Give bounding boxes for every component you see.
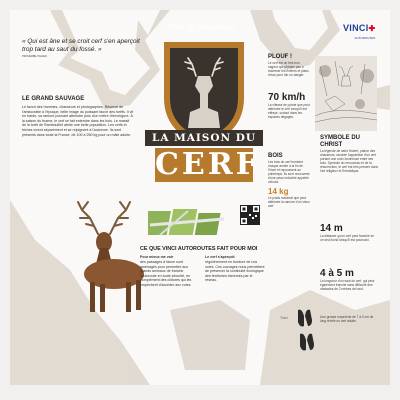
saint-hubert-engraving — [315, 56, 377, 131]
quote-text: « Qui est âne et se croit cerf s'en aperçoit trop tard au saut du fossé. » — [22, 38, 140, 53]
distance-value: 14 m — [320, 223, 343, 234]
grand-sauvage-body: Le favori des hommes, chasseurs et photographes. Réservé de l'aristocratie à l'époque, belle image du puissant fauve des forêts. Il vit en harde, sa ramure pouvant atteindre plus d'un mètre d'envergure. À la saison du brame, le cerf se fait entendre dans les bois. Le massif de la forêt de Rambouillet abrite une belle population. Les cerfs et biches vivent séparément et se rejoignent à l'automne. Ils sont présents dans toute la France, de 100 à 250 kg pour un mâle adulte. — [22, 105, 134, 137]
quote-block — [22, 38, 147, 59]
vinci-logo — [343, 18, 375, 40]
symbole-section — [320, 135, 378, 174]
title-line2: CERF — [155, 147, 260, 182]
bois-section — [268, 153, 312, 208]
vinci-section-heading: CE QUE VINCI AUTOROUTES FAIT POUR MOI — [140, 246, 258, 252]
plouf-section — [268, 54, 310, 77]
interchange-illustration — [148, 205, 226, 241]
vinci-star-icon: ✚ — [368, 24, 376, 33]
qr-code[interactable] — [240, 205, 260, 225]
brand-subtitle: AUTOROUTES — [354, 36, 376, 40]
title-line1: LA MAISON DU — [151, 132, 257, 144]
bois-weight: 14 kg — [268, 186, 289, 196]
symbole-body: La légende de saint Hubert, patron des chasseurs, raconte l'apparition d'un cerf portant une croix lumineuse entre ses bois. Symbole du renouveau et de la résurrection, le cerf est très présent dans l'art religieux et l'héraldique. — [320, 149, 378, 174]
plouf-body: Le cerf est un très bon nageur qui n'hésite pas à traverser les rivières et plans d'eau pour fuir un danger. — [268, 61, 309, 78]
vinci-col2-heading: Le cerf s'aperçoit — [205, 255, 235, 260]
plouf-heading: PLOUF ! — [268, 54, 292, 60]
distance-section — [320, 223, 378, 242]
grand-sauvage-section — [22, 96, 134, 137]
speed-body: La vitesse de pointe que peut atteindre le cerf lorsqu'il est effrayé, surtout dans les espaces dégagés. — [268, 103, 310, 120]
hoof-print-icon — [294, 306, 322, 356]
symbole-heading: SYMBOLE DU CHRIST — [320, 135, 361, 148]
vinci-col1-heading: Pour mieux me voir — [140, 255, 174, 260]
quote-author: PROVERBE ITALIEN — [22, 55, 47, 58]
saut-value: 4 à 5 m — [320, 268, 354, 279]
footprint-size: 7cm — [280, 315, 288, 320]
saut-section — [320, 268, 378, 291]
grand-sauvage-heading: LE GRAND SAUVAGE — [22, 96, 85, 102]
speed-section — [268, 92, 310, 119]
empreinte-section — [320, 315, 376, 323]
saut-body: La longueur d'un saut du cerf, qui peut également franchir sans difficulté des obstacles de 2 mètres de haut. — [320, 279, 375, 292]
bois-heading: BOIS — [268, 153, 283, 159]
distance-body: La distance qu'un cerf peut franchir en un seul bond lorsqu'il est poursuivi. — [320, 234, 375, 243]
vinci-col2-body: régulièrement en bordure de nos voies. Ces ouvrages nous permettent de préserver la continuité écologique des territoires traversés par le réseau. — [205, 260, 265, 283]
info-panel — [10, 10, 390, 385]
title-banner — [145, 130, 263, 182]
brand-name: VINCI — [343, 23, 369, 33]
slogan: Fort & Généreux — [168, 23, 237, 32]
speed-value: 70 km/h — [268, 92, 306, 103]
vinci-section — [140, 246, 265, 288]
bois-body: Les bois du cerf tombent chaque année à la fin de l'hiver et repoussent au printemps. Ils sont recouverts d'une peau veloutée appelée velours. — [268, 160, 310, 185]
vinci-col1-body: des passages à faune sont aménagés pour permettre aux grands animaux de franchir l'autoroute en toute sécurité, en complément des clôtures qui les empêchent d'accéder aux voies. — [140, 260, 192, 287]
bois-weight-note: Le poids maximal que peut atteindre la ramure d'un vieux cerf. — [268, 195, 310, 208]
empreinte-body: Une grosse empreinte de 7 à 9 cm de long révèle un cerf adulte. — [320, 315, 374, 324]
